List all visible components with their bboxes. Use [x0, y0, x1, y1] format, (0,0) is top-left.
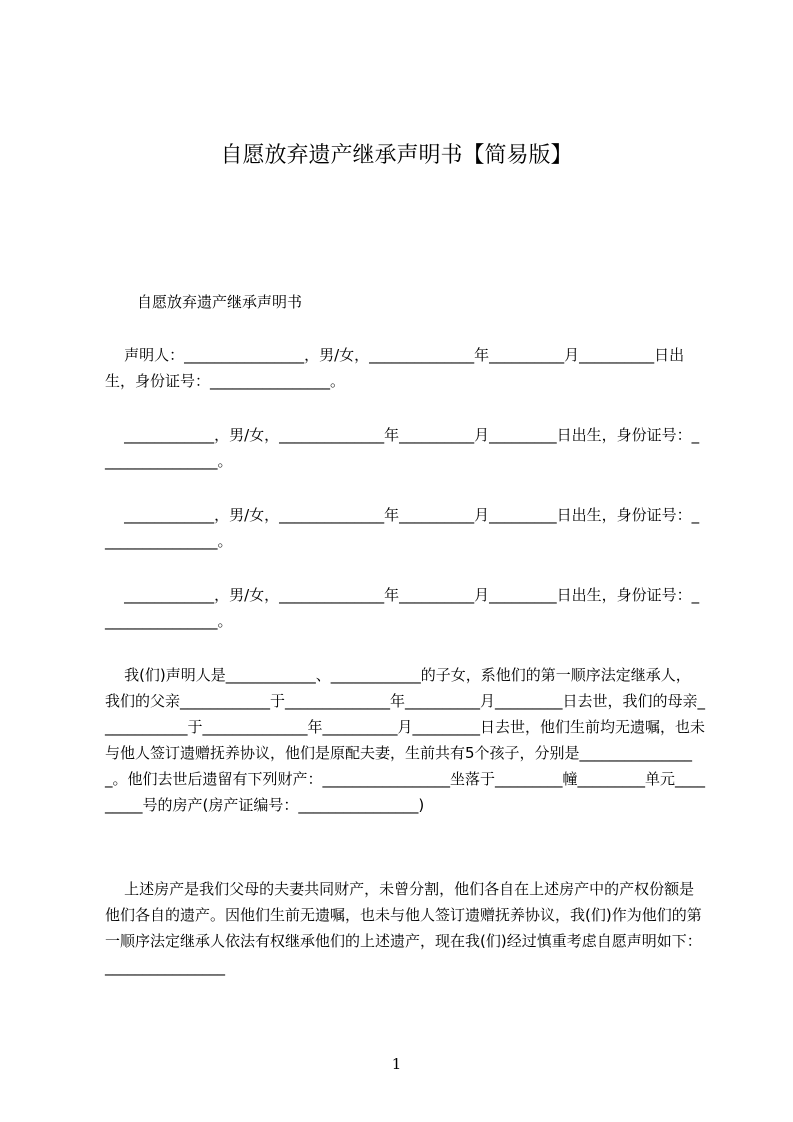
heir-paragraph-1: ____________，男/女，______________年__________月_________日出生，身份证号：________________。: [105, 426, 700, 470]
document-subtitle: 自愿放弃遗产继承声明书: [137, 293, 303, 311]
declarant-paragraph: 声明人：________________，男/女，______________年__________月__________日出生，身份证号：________________。: [105, 346, 685, 390]
page-number: 1: [391, 1055, 402, 1073]
heir-paragraph-3: ____________，男/女，______________年__________月_________日出生，身份证号：________________。: [105, 586, 700, 630]
inheritance-facts-paragraph: 我(们)声明人是____________、____________的子女，系他们的第一顺序法定继承人，我们的父亲____________于______________年__________月_________日去世，我们的母亲____________于______________年__________月_________日去世，他们生前均无遗嘱，也未与他人签订遗赠抚养协议，他们是原配夫妻，生前共有5个孩子，分别是________________。他们去世后遗留有下列财产：_________________坐落于_________幢_________单元_________号的房产(房产证编号：________________): [105, 666, 706, 814]
document-title: 自愿放弃遗产继承声明书【简易版】: [220, 143, 573, 168]
heir-paragraph-2: ____________，男/女，______________年__________月_________日出生，身份证号：________________。: [105, 506, 700, 550]
declaration-paragraph: 上述房产是我们父母的夫妻共同财产，未曾分割，他们各自在上述房产中的产权份额是他们各自的遗产。因他们生前无遗嘱，也未与他人签订遗赠抚养协议，我(们)作为他们的第一顺序法定继承人依法有权继承他们的上述遗产，现在我(们)经过慎重考虑自愿声明如下：________________: [105, 880, 702, 976]
